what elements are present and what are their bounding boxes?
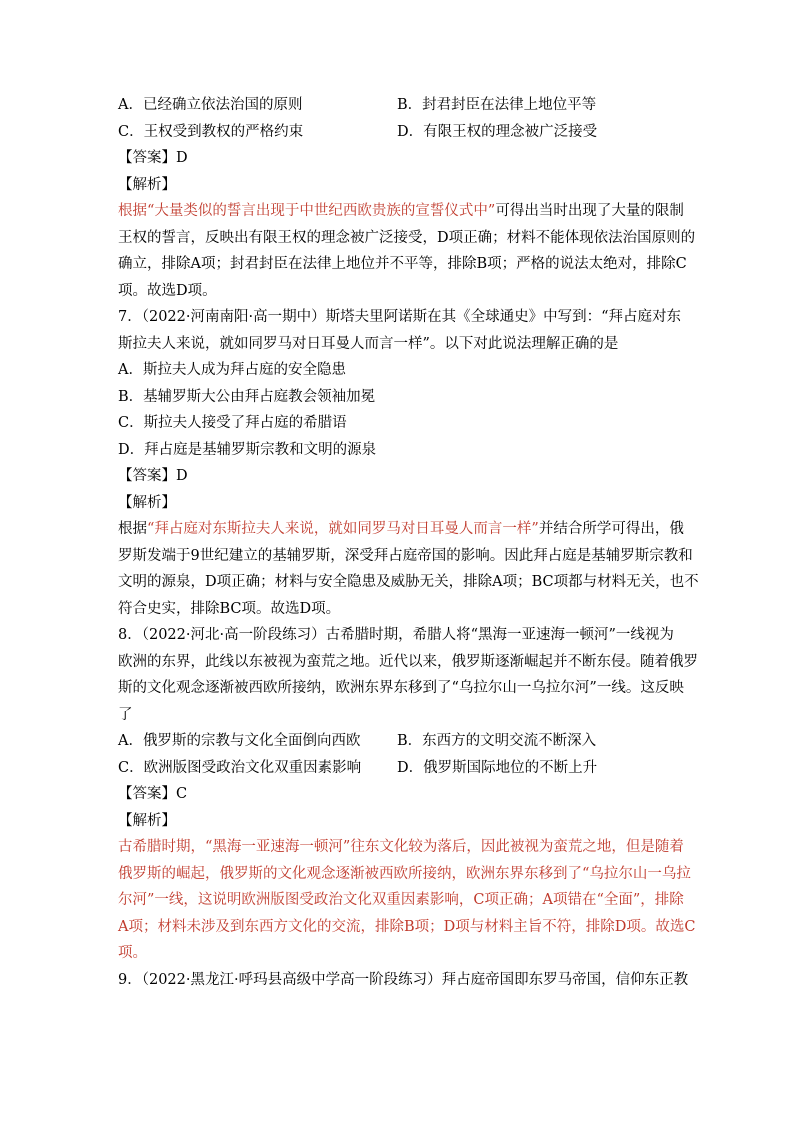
q8-option-c: C．欧洲版图受政治文化双重因素影响 [118, 759, 362, 776]
q7-option-c: C．斯拉夫人接受了拜占庭的希腊语 [118, 415, 347, 431]
q6-option-d: D．有限王权的理念被广泛接受 [397, 123, 598, 140]
q8-options-row-1 [118, 728, 676, 755]
q8-analysis-quote: 尔河” [118, 892, 155, 908]
q8-stem-line: 8．（2022·河北·高一阶段练习）古希腊时期，希腊人将“黑海一亚速海一顿河”一线视为 [118, 627, 674, 643]
q8-analysis-text: A项；材料未涉及到东西方文化的交流，排除B项；D项与材料主旨不符，排除D项。故选C [118, 918, 696, 935]
q7-answer: 【答案】D [118, 468, 188, 484]
q7-analysis-label: 【解析】 [118, 494, 176, 511]
q6-answer: 【答案】D [118, 150, 188, 166]
q8-analysis-label: 【解析】 [118, 812, 176, 829]
q6-analysis-text: 可得出当时出现了大量的限制 [495, 203, 684, 219]
q7-analysis-quote: “拜占庭对东斯拉夫人来说，就如同罗马对日耳曼人而言一样” [147, 521, 539, 537]
q6-option-c: C．王权受到教权的严格约束 [118, 123, 304, 140]
q8-options-row-2 [118, 755, 676, 782]
q6-analysis-label: 【解析】 [118, 176, 176, 193]
q8-analysis-text: 一线，这说明欧洲版图受政治文化双重因素影响，C项正确；A项错在“全面”，排除 [154, 892, 684, 908]
q6-analysis-text: 项。故选D项。 [118, 282, 217, 299]
q7-analysis [118, 516, 699, 622]
q8-stem-line: 斯的文化观念逐渐被西欧所接纳，欧洲东界东移到了“乌拉尔山一乌拉尔河”一线。这反映 [118, 680, 684, 696]
q7-analysis-text: 根据 [118, 521, 147, 537]
q9-stem-line: 9．（2022·黑龙江·呼玛县高级中学高一阶段练习）拜占庭帝国即东罗马帝国，信仰东正教 [118, 971, 689, 988]
q8-answer: 【答案】C [118, 786, 188, 802]
q8-option-d: D．俄罗斯国际地位的不断上升 [397, 759, 598, 776]
q7-stem-line: 斯拉夫人来说，就如同罗马对日耳曼人而言一样”。以下对此说法理解正确的是 [118, 335, 619, 352]
q8-analysis-text: 项。 [118, 945, 147, 961]
document-content [118, 92, 699, 993]
q7-stem-line: 7．（2022·河南南阳·高一期中）斯塔夫里阿诺斯在其《全球通史》中写到：“拜占庭对东 [118, 309, 682, 325]
q8-analysis-text: 往东文化较为落后，因此被视为蛮荒之地，但是随着 [350, 839, 684, 855]
q7-analysis-text: 并结合所学可得出，俄 [538, 521, 684, 537]
q8-analysis-quote: “乌拉尔山一乌拉 [582, 865, 691, 882]
q6-analysis-text: 王权的誓言，反映出有限王权的理念被广泛接受，D项正确；材料不能体现依法治国原则的 [118, 229, 696, 246]
q6-analysis-text: 确立，排除A项；封君封臣在法律上地位并不平等，排除B项；严格的说法太绝对，排除C [118, 256, 687, 272]
q6-options-row-2 [118, 119, 676, 146]
q6-analysis [118, 198, 696, 304]
q7-analysis-text: 符合史实，排除BC项。故选D项。 [118, 600, 341, 617]
q8-stem-line: 了 [118, 706, 133, 723]
q7-option-d: D．拜占庭是基辅罗斯宗教和文明的源泉 [118, 441, 377, 458]
q6-option-a: A．已经确立依法治国的原则 [118, 97, 303, 113]
q6-analysis-quote: “大量类似的誓言出现于中世纪西欧贵族的宣誓仪式中” [147, 203, 496, 219]
q8-analysis-text: 古希腊时期， [118, 839, 205, 855]
q8-analysis-text: 俄罗斯的崛起，俄罗斯的文化观念逐渐被西欧所接纳，欧洲东界东移到了 [118, 865, 582, 882]
q8-analysis [118, 834, 696, 967]
q8-analysis-quote: “黑海一亚速海一顿河” [205, 839, 351, 855]
q7-option-a: A．斯拉夫人成为拜占庭的安全隐患 [118, 362, 346, 378]
q6-analysis-text: 根据 [118, 203, 147, 219]
q8-option-a: A．俄罗斯的宗教与文化全面倒向西欧 [118, 733, 361, 749]
q6-option-b: B．封君封臣在法律上地位平等 [397, 97, 597, 113]
q7-analysis-text: 罗斯发端于9世纪建立的基辅罗斯，深受拜占庭帝国的影响。因此拜占庭是基辅罗斯宗教和 [118, 547, 693, 564]
q7-analysis-text: 文明的源泉，D项正确；材料与安全隐患及威胁无关，排除A项；BC项都与材料无关，也不 [118, 574, 699, 590]
q6-options-row-1 [118, 92, 676, 119]
q8-option-b: B．东西方的文明交流不断深入 [397, 733, 597, 749]
q7-option-b: B．基辅罗斯大公由拜占庭教会领袖加冕 [118, 388, 376, 405]
q8-stem-line: 欧洲的东界，此线以东被视为蛮荒之地。近代以来，俄罗斯逐渐崛起并不断东侵。随着俄罗 [118, 653, 698, 670]
